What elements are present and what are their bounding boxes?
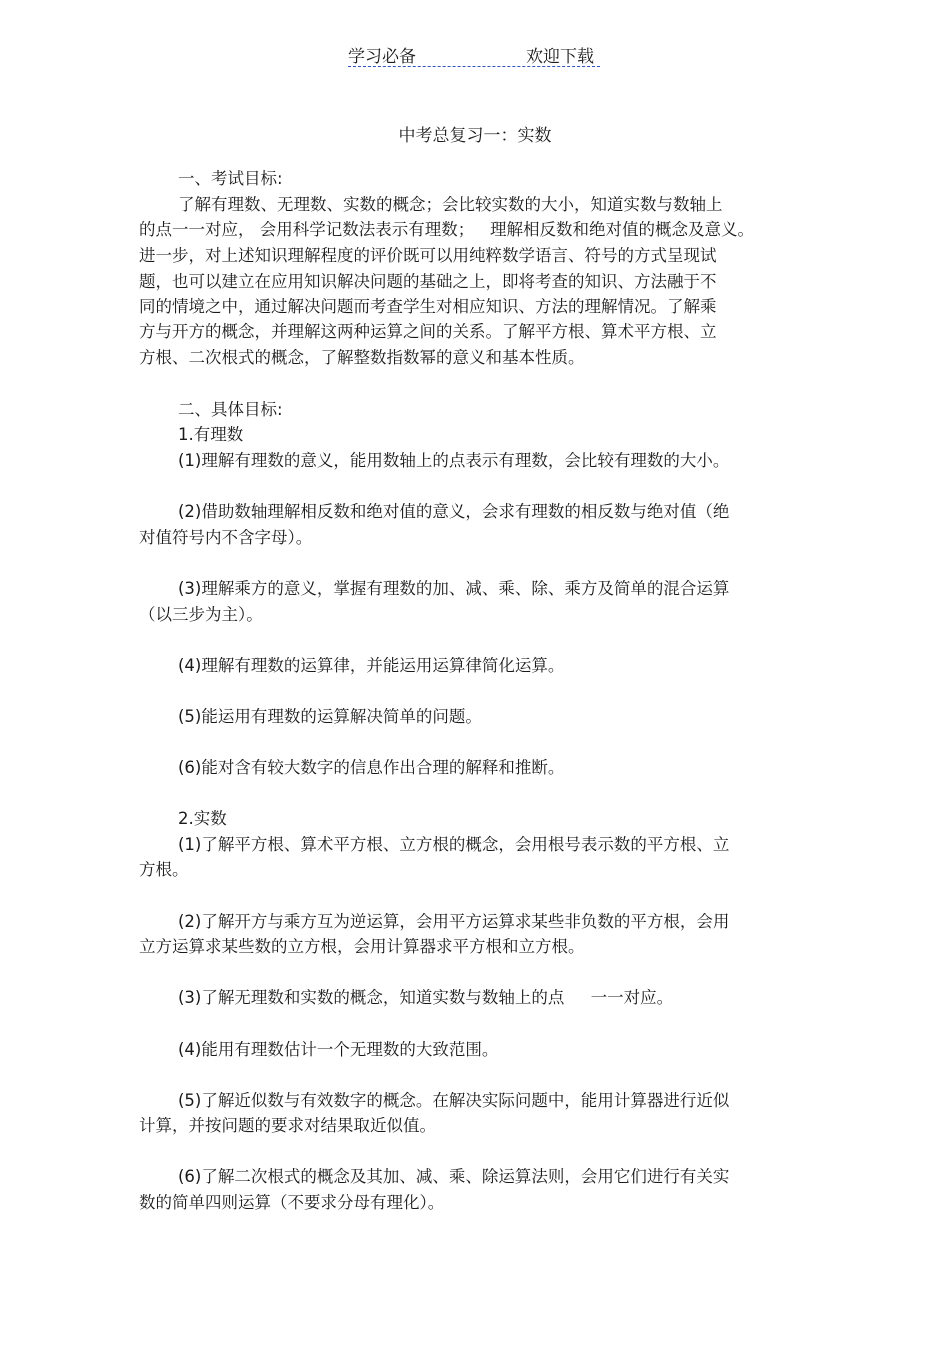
list-item: (3)理解乘方的意义，掌握有理数的加、减、乘、除、乘方及简单的混合运算 <box>178 579 730 598</box>
list-item-cont: 对值符号内不含字母）。 <box>139 528 313 547</box>
paragraph-line: 方根、二次根式的概念，了解整数指数幂的意义和基本性质。 <box>139 348 585 367</box>
list-item: (6)了解二次根式的概念及其加、减、乘、除运算法则，会用它们进行有关实 <box>178 1167 730 1186</box>
list-item-cont: 立方运算求某些数的立方根，会用计算器求平方根和立方根。 <box>139 937 585 956</box>
list-item: (4)理解有理数的运算律，并能运用运算律简化运算。 <box>178 656 565 675</box>
section1-heading: 一、考试目标: <box>178 169 283 188</box>
paragraph-line: 方与开方的概念，并理解这两种运算之间的关系。了解平方根、算术平方根、立 <box>139 322 717 341</box>
paragraph-line: 同的情境之中，通过解决问题而考查学生对相应知识、方法的理解情况。了解乘 <box>139 297 717 316</box>
page-header <box>348 40 600 67</box>
paragraph-line: 进一步，对上述知识理解程度的评价既可以用纯粹数学语言、符号的方式呈现试 <box>139 246 717 265</box>
list-item: (1)理解有理数的意义，能用数轴上的点表示有理数，会比较有理数的大小。 <box>178 451 730 470</box>
list-item: (4)能用有理数估计一个无理数的大致范围。 <box>178 1040 499 1059</box>
list-item: (2)借助数轴理解相反数和绝对值的意义，会求有理数的相反数与绝对值（绝 <box>178 502 730 521</box>
paragraph-line: 了解有理数、无理数、实数的概念；会比较实数的大小，知道实数与数轴上 <box>178 195 723 214</box>
list-item-cont: 数的简单四则运算（不要求分母有理化）。 <box>139 1193 445 1212</box>
list-item-cont: 方根。 <box>139 860 189 879</box>
header-left-text: 学习必备 <box>348 47 416 67</box>
list-item: (2)了解开方与乘方互为逆运算，会用平方运算求某些非负数的平方根，会用 <box>178 912 730 931</box>
list-item: (3)了解无理数和实数的概念，知道实数与数轴上的点 一一对应。 <box>178 988 674 1007</box>
list-item-cont: （以三步为主）。 <box>139 605 263 624</box>
paragraph-line: 题，也可以建立在应用知识解决问题的基础之上，即将考查的知识、方法融于不 <box>139 272 717 291</box>
header-right-text: 欢迎下载 <box>526 47 594 67</box>
document-title: 中考总复习一：实数 <box>398 126 552 146</box>
subsection-title-rational: 1.有理数 <box>178 425 244 444</box>
list-item: (1)了解平方根、算术平方根、立方根的概念，会用根号表示数的平方根、立 <box>178 835 730 854</box>
list-item: (5)能运用有理数的运算解决简单的问题。 <box>178 707 482 726</box>
subsection-title-real: 2.实数 <box>178 809 227 828</box>
list-item-cont: 计算，并按问题的要求对结果取近似值。 <box>139 1116 436 1135</box>
paragraph-line: 的点一一对应， 会用科学记数法表示有理数； 理解相反数和绝对值的概念及意义。 <box>139 220 754 239</box>
section2-heading: 二、具体目标: <box>178 400 283 419</box>
list-item: (6)能对含有较大数字的信息作出合理的解释和推断。 <box>178 758 565 777</box>
list-item: (5)了解近似数与有效数字的概念。在解决实际问题中，能用计算器进行近似 <box>178 1091 730 1110</box>
